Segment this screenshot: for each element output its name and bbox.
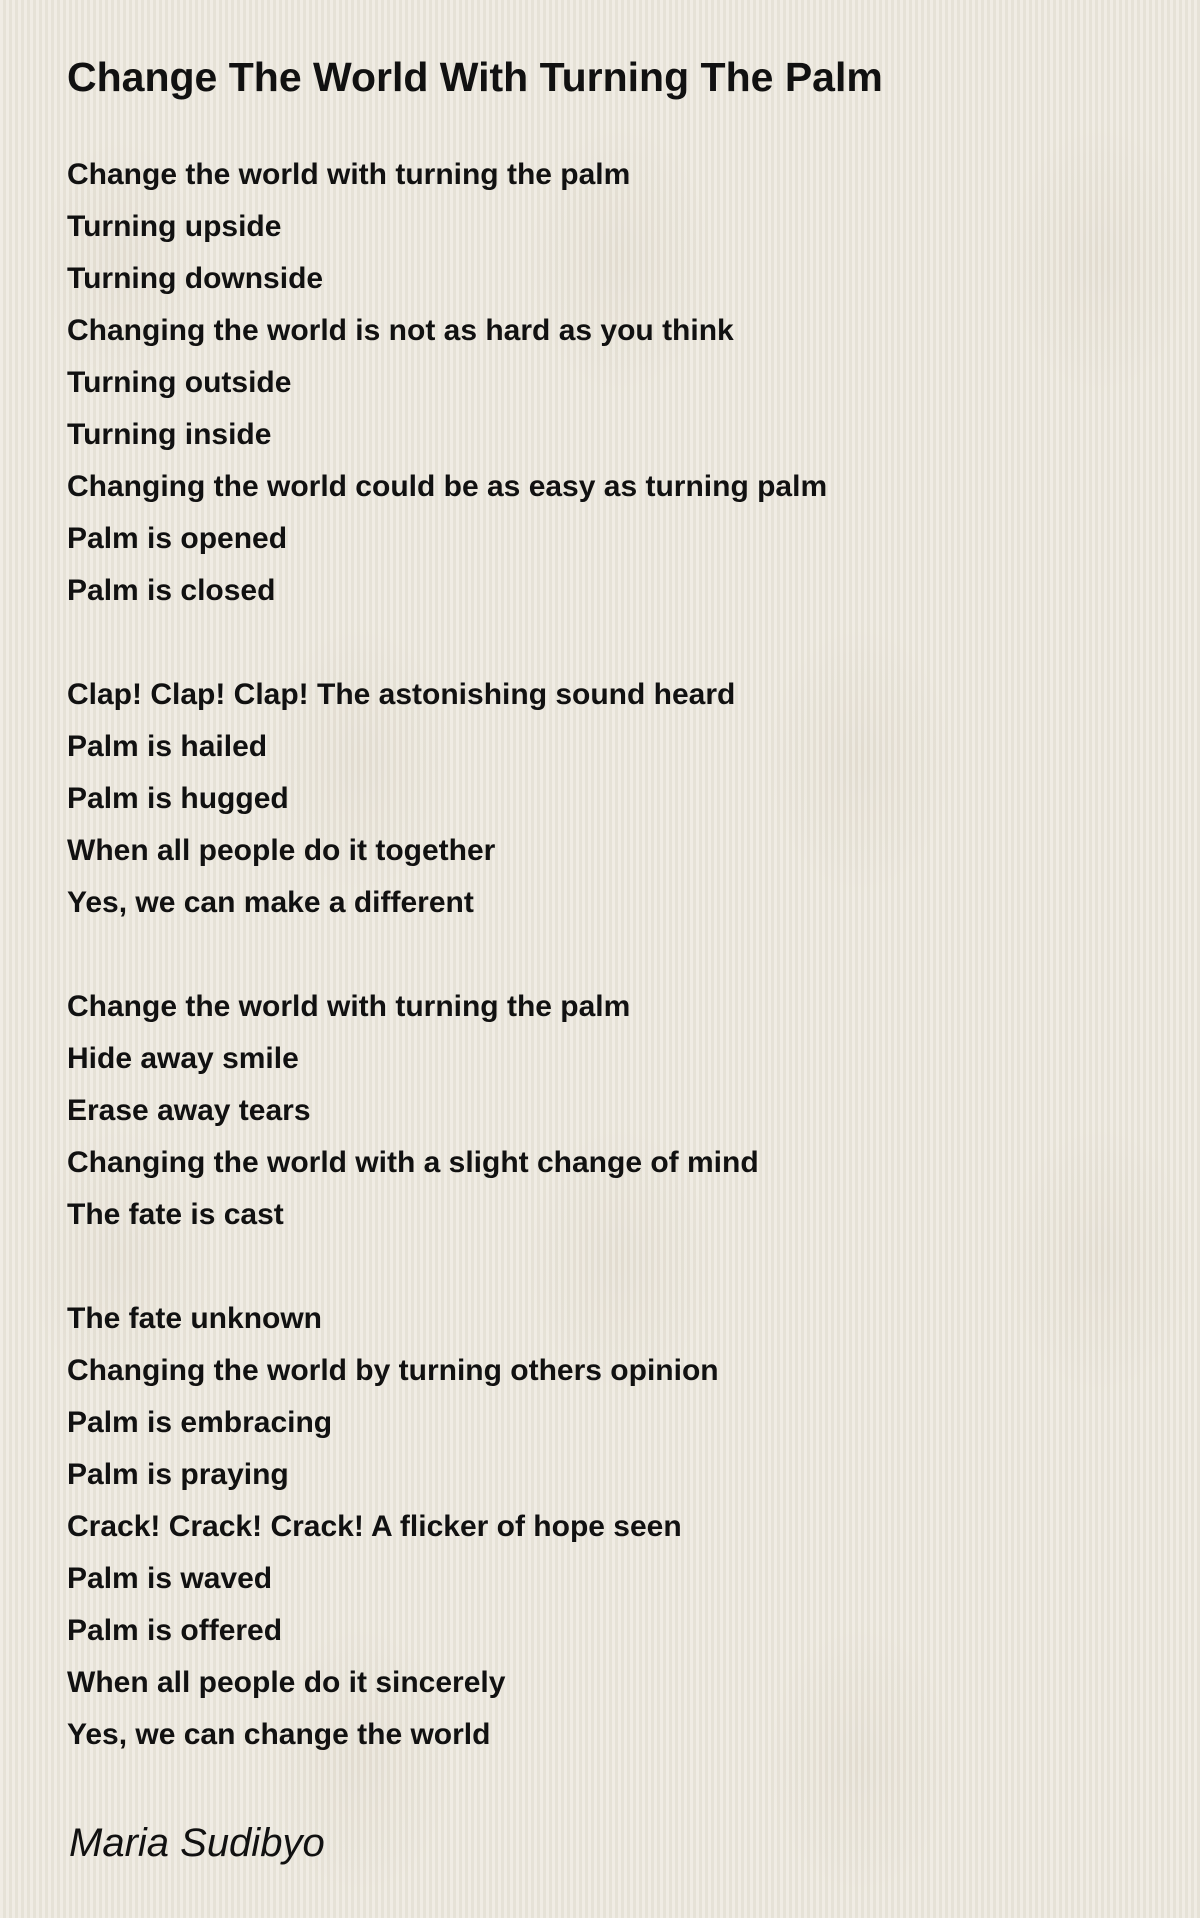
poem-line: Changing the world could be as easy as turning palm [67, 470, 828, 503]
poem-line: Changing the world by turning others opinion [67, 1354, 719, 1387]
poem-line: Clap! Clap! Clap! The astonishing sound heard [67, 678, 736, 711]
poem-line: Change the world with turning the palm [67, 158, 631, 191]
poem-line: Yes, we can make a different [67, 886, 474, 919]
poem-line: Turning downside [67, 262, 324, 295]
poem-line: The fate is cast [67, 1198, 284, 1231]
poem-author: Maria Sudibyo [69, 1821, 325, 1865]
poem-body [67, 149, 827, 1813]
poem-line: Changing the world with a slight change of mind [67, 1146, 759, 1179]
poem-line: Turning upside [67, 210, 282, 243]
poem-line: When all people do it together [67, 834, 496, 867]
poem-line: Palm is offered [67, 1614, 283, 1647]
poem-line: Palm is waved [67, 1562, 273, 1595]
poem-line: Turning outside [67, 366, 292, 399]
poem-line: Crack! Crack! Crack! A flicker of hope seen [67, 1510, 682, 1543]
poem-line: The fate unknown [67, 1302, 322, 1335]
poem-line: Change the world with turning the palm [67, 990, 631, 1023]
poem-line: Hide away smile [67, 1042, 299, 1075]
poem-line: Erase away tears [67, 1094, 311, 1127]
poem-line: Yes, we can change the world [67, 1718, 491, 1751]
poem-line: Palm is opened [67, 522, 288, 555]
poem-line: Palm is hailed [67, 730, 268, 763]
poem-title: Change The World With Turning The Palm [67, 54, 883, 100]
stanza [67, 149, 827, 617]
poem-line: Palm is closed [67, 574, 276, 607]
stanza [67, 981, 827, 1241]
poem-line: Changing the world is not as hard as you think [67, 314, 734, 347]
poem-line: When all people do it sincerely [67, 1666, 506, 1699]
poem-line: Turning inside [67, 418, 272, 451]
poem-line: Palm is praying [67, 1458, 289, 1491]
stanza [67, 669, 827, 929]
poem-line: Palm is hugged [67, 782, 289, 815]
poem-line: Palm is embracing [67, 1406, 333, 1439]
stanza [67, 1293, 827, 1761]
